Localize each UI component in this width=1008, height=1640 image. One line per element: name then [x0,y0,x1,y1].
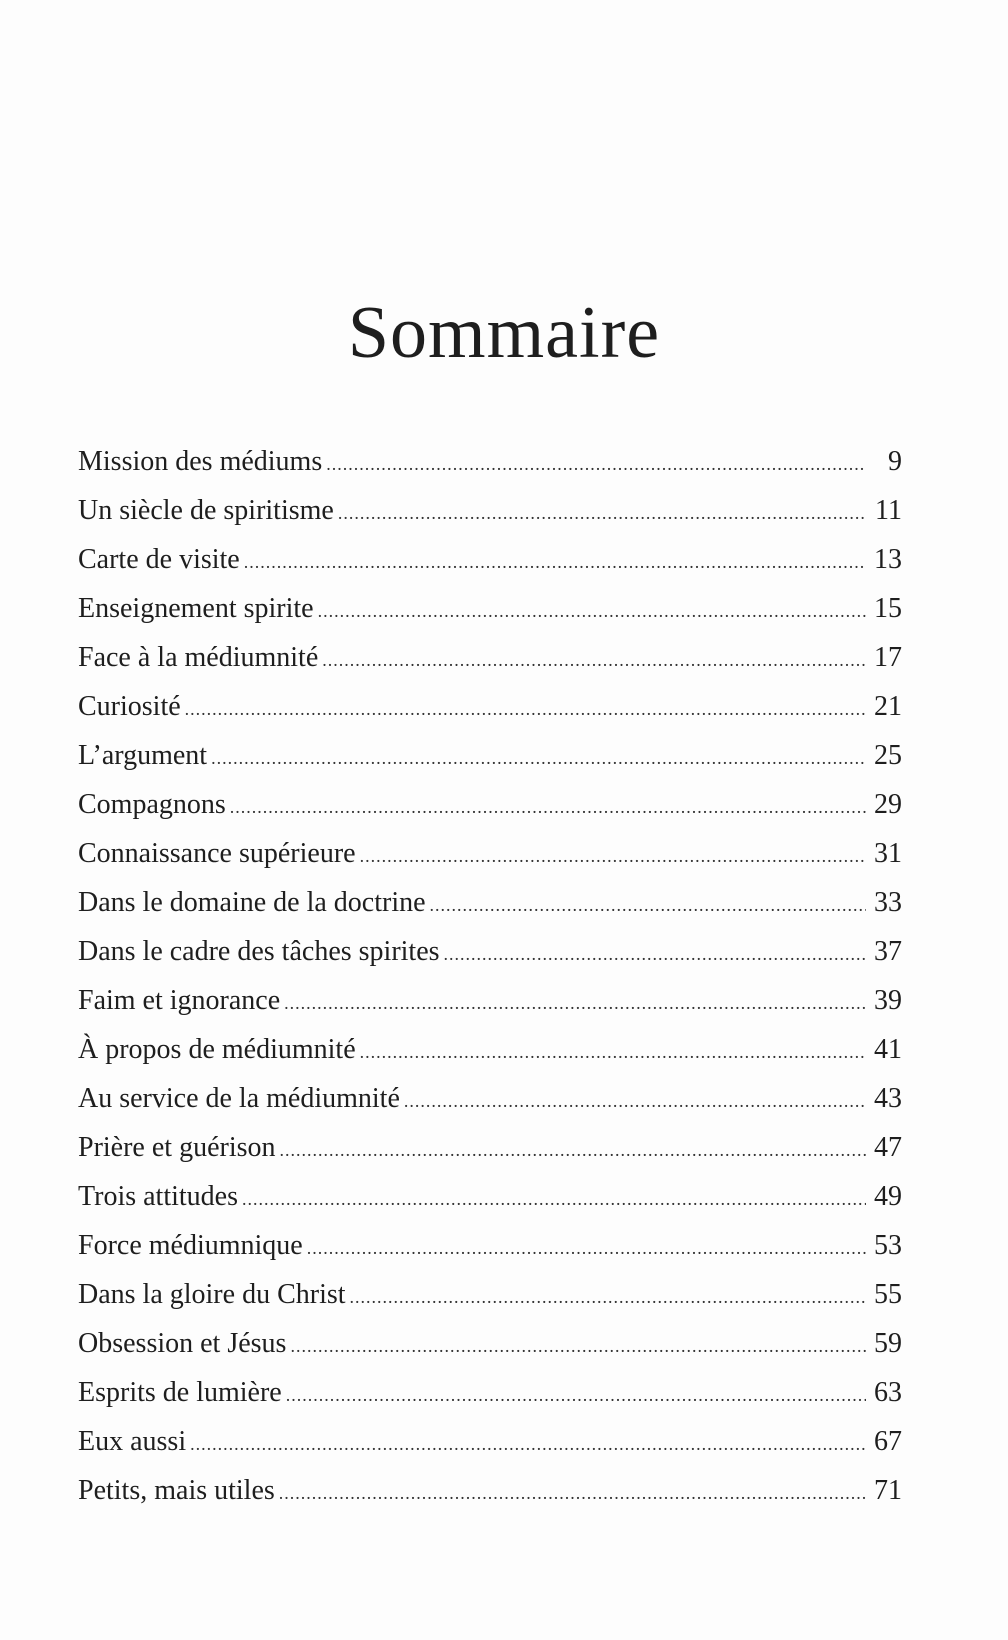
toc-entry-page-number: 59 [874,1328,902,1359]
toc-entry-title: Dans la gloire du Christ [78,1279,346,1310]
toc-entry-title: À propos de médiumnité [78,1034,356,1065]
toc-entry [78,731,902,780]
toc-entry [78,1466,902,1515]
toc-entry-title: Dans le cadre des tâches spirites [78,936,440,967]
dot-leader [211,734,866,783]
toc-entry [78,584,902,633]
dot-leader [350,1273,866,1322]
toc-entry-page-number: 41 [874,1034,902,1065]
dot-leader [404,1077,866,1126]
dot-leader [244,538,866,587]
dot-leader [185,685,866,734]
toc-entry-page-number: 25 [874,740,902,771]
dot-leader [286,1371,866,1420]
toc-entry [78,878,902,927]
page-title: Sommaire [347,292,661,374]
dot-leader [284,979,866,1028]
toc-entry-title: Curiosité [78,691,181,722]
toc-entry [78,1123,902,1172]
toc-entry-page-number: 17 [874,642,902,673]
toc-entry-page-number: 63 [874,1377,902,1408]
toc-entry-page-number: 47 [874,1132,902,1163]
toc-entry-title: Au service de la médiumnité [78,1083,400,1114]
table-of-contents [78,437,902,1515]
toc-entry-title: Compagnons [78,789,226,820]
toc-entry [78,437,902,486]
dot-leader [338,489,866,538]
dot-leader [322,636,866,685]
dot-leader [242,1175,866,1224]
toc-entry-page-number: 43 [874,1083,902,1114]
toc-entry-title: L’argument [78,740,208,771]
toc-entry-page-number: 33 [874,887,902,918]
toc-entry-page-number: 49 [874,1181,902,1212]
dot-leader [318,587,866,636]
dot-leader [326,440,866,489]
toc-entry-title: Obsession et Jésus [78,1328,287,1359]
toc-entry-title: Trois attitudes [78,1181,238,1212]
toc-entry [78,1172,902,1221]
dot-leader [190,1420,866,1469]
toc-entry-page-number: 71 [874,1475,902,1506]
toc-entry [78,682,902,731]
toc-entry-title: Enseignement spirite [78,593,314,624]
dot-leader [444,930,866,979]
dot-leader [307,1224,866,1273]
toc-entry-title: Prière et guérison [78,1132,276,1163]
toc-entry-page-number: 55 [874,1279,902,1310]
toc-entry [78,927,902,976]
toc-entry-page-number: 11 [875,495,902,526]
toc-entry-title: Connaissance supérieure [78,838,356,869]
toc-entry-title: Force médiumnique [78,1230,303,1261]
toc-entry-page-number: 39 [874,985,902,1016]
dot-leader [280,1126,867,1175]
toc-entry-title: Petits, mais utiles [78,1475,275,1506]
toc-entry [78,1319,902,1368]
dot-leader [360,832,866,881]
toc-entry-title: Esprits de lumière [78,1377,282,1408]
toc-entry [78,633,902,682]
toc-entry-page-number: 9 [888,446,902,477]
toc-entry [78,1221,902,1270]
dot-leader [279,1469,866,1518]
toc-entry [78,829,902,878]
dot-leader [430,881,866,930]
toc-entry-page-number: 21 [874,691,902,722]
toc-entry-page-number: 67 [874,1426,902,1457]
toc-entry [78,1270,902,1319]
toc-entry-title: Faim et ignorance [78,985,281,1016]
toc-entry-title: Carte de visite [78,544,240,575]
toc-entry [78,1025,902,1074]
toc-entry [78,780,902,829]
toc-entry [78,486,902,535]
toc-entry-title: Face à la médiumnité [78,642,319,673]
toc-entry-title: Dans le domaine de la doctrine [78,887,426,918]
toc-entry-page-number: 31 [874,838,902,869]
toc-entry [78,1368,902,1417]
toc-entry-page-number: 13 [874,544,902,575]
toc-entry-title: Mission des médiums [78,446,323,477]
dot-leader [230,783,866,832]
toc-entry-page-number: 37 [874,936,902,967]
toc-entry [78,1417,902,1466]
toc-entry-page-number: 15 [874,593,902,624]
dot-leader [290,1322,866,1371]
toc-entry [78,535,902,584]
toc-entry [78,1074,902,1123]
toc-entry-page-number: 53 [874,1230,902,1261]
toc-entry-title: Un siècle de spiritisme [78,495,334,526]
dot-leader [360,1028,866,1077]
toc-entry [78,976,902,1025]
toc-entry-title: Eux aussi [78,1426,187,1457]
toc-entry-page-number: 29 [874,789,902,820]
